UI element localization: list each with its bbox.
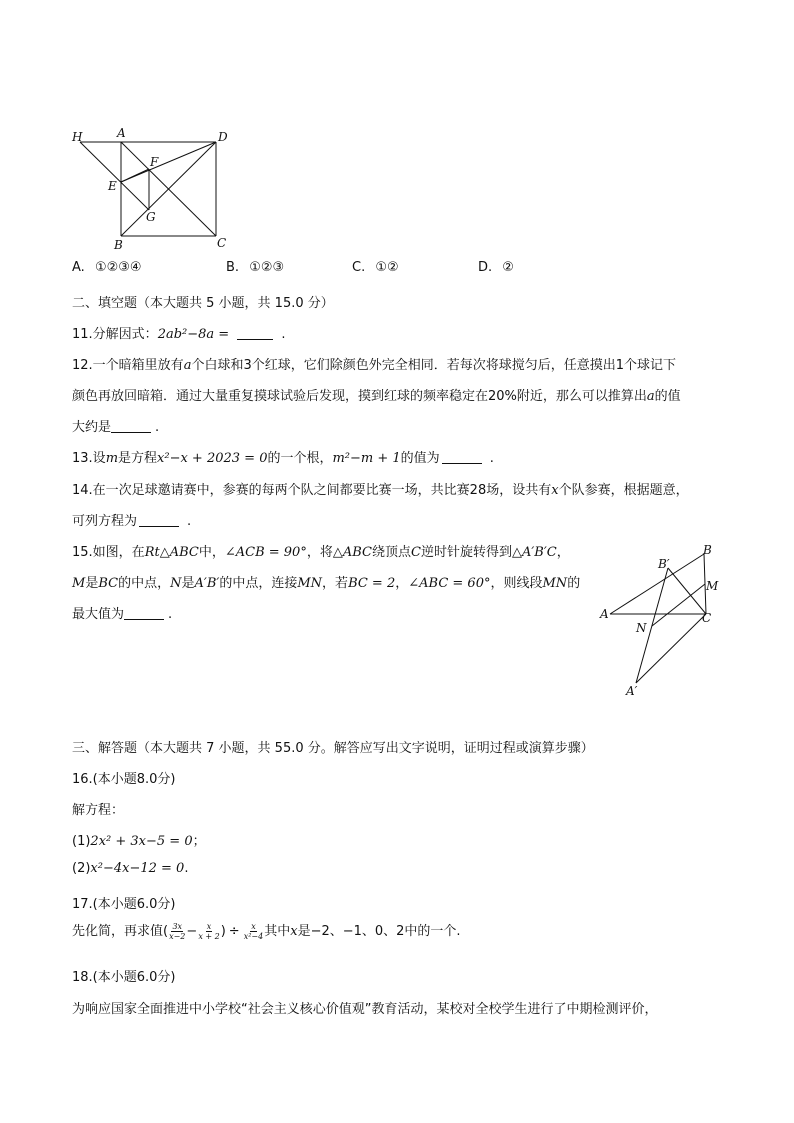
label-a: A <box>117 126 126 140</box>
choice-d[interactable]: D. ② <box>478 260 514 275</box>
segment-mn <box>652 584 705 626</box>
segment-ef <box>121 169 149 182</box>
section2-header: 二、填空题（本大题共 5 小题，共 15.0 分） <box>72 296 334 311</box>
question-15-line1: 15.如图，在Rt△ABC中，∠ACB = 90°，将△ABC绕顶点C逆时针旋转得到△A′B′C， <box>72 545 570 560</box>
question-18-line1: 为响应国家全面推进中小学校“社会主义核心价值观”教育活动，某校对全校学生进行了中期检测评价， <box>72 1002 658 1017</box>
fraction-3: $\frac{x}{\text{x²−4}}$ <box>243 922 264 941</box>
question-11: 11.分解因式：2ab²−8a = . <box>72 327 286 342</box>
label-b: B <box>114 238 123 252</box>
question-16-title: 16.(本小题8.0分) <box>72 772 176 787</box>
square-figure <box>66 124 236 254</box>
question-17-title: 17.(本小题6.0分) <box>72 897 176 912</box>
question-16-prompt: 解方程： <box>72 803 125 818</box>
answer-blank[interactable] <box>442 449 482 464</box>
segment-ed <box>121 142 216 182</box>
question-14-line1: 14.在一次足球邀请赛中，参赛的每两个队之间都要比赛一场，共比赛28场，设共有x个队参赛，根据题意， <box>72 483 689 498</box>
label-a-prime: A′ <box>626 684 638 698</box>
answer-blank[interactable] <box>139 512 179 527</box>
label-n: N <box>636 621 647 635</box>
question-12-line2: 颜色再放回暗箱．通过大量重复摸球试验后发现，摸到红球的频率稳定在20%附近，那么可以推算出a的值 <box>72 389 681 404</box>
label-a: A <box>600 607 609 621</box>
fraction-2: $\frac{x}{x + 2}$ <box>198 922 220 941</box>
label-g: G <box>146 210 156 224</box>
question-15-line3: 最大值为 . <box>72 607 173 622</box>
section3-header: 三、解答题（本大题共 7 小题，共 55.0 分。解答应写出文字说明，证明过程或演算步骤） <box>72 741 594 756</box>
segment-ab <box>610 554 704 614</box>
label-c: C <box>217 236 227 250</box>
question-16-part2: (2)x²−4x−12 = 0. <box>72 861 189 876</box>
fraction-1: $\frac{3x}{x-2}$ <box>169 922 186 941</box>
question-18-title: 18.(本小题6.0分) <box>72 970 176 985</box>
segment-hg <box>80 142 149 210</box>
label-d: D <box>218 130 228 144</box>
question-13: 13.设m是方程x²−x + 2023 = 0的一个根，m²−m + 1的值为 . <box>72 451 494 466</box>
choice-b[interactable]: B. ①②③ <box>226 260 285 275</box>
label-c: C <box>702 611 712 625</box>
question-16-part1: (1)2x² + 3x−5 = 0； <box>72 834 206 849</box>
answer-blank[interactable] <box>124 605 164 620</box>
segment-a1c <box>636 614 706 683</box>
label-b-prime: B′ <box>658 557 670 571</box>
label-e: E <box>108 179 117 193</box>
label-h: H <box>72 130 83 144</box>
question-17-body: 先化简，再求值( $\frac{3x}{x-2}$ − $\frac{x}{x + 2}$ ) ÷ $\frac{x}{\text{x²−4}}$ 其中x是−2、−1、0、2中的一个. <box>72 922 461 941</box>
segment-b1c <box>668 568 706 614</box>
label-m: M <box>706 579 719 593</box>
answer-blank[interactable] <box>237 325 273 340</box>
answer-blank[interactable] <box>111 418 151 433</box>
question-12-line1: 12.一个暗箱里放有a个白球和3个红球，它们除颜色外完全相同．若每次将球搅匀后，任意摸出1个球记下 <box>72 358 676 373</box>
question-15-line2: M是BC的中点，N是A′B′的中点，连接MN，若BC = 2，∠ABC = 60°，则线段MN的 <box>72 576 581 591</box>
label-b: B <box>703 543 712 557</box>
question-12-line3: 大约是 . <box>72 420 160 435</box>
label-f: F <box>150 155 159 169</box>
choice-a[interactable]: A. ①②③④ <box>72 260 142 275</box>
question-14-line2: 可列方程为 . <box>72 514 192 529</box>
choice-c[interactable]: C. ①② <box>352 260 399 275</box>
rotation-figure <box>596 540 726 700</box>
